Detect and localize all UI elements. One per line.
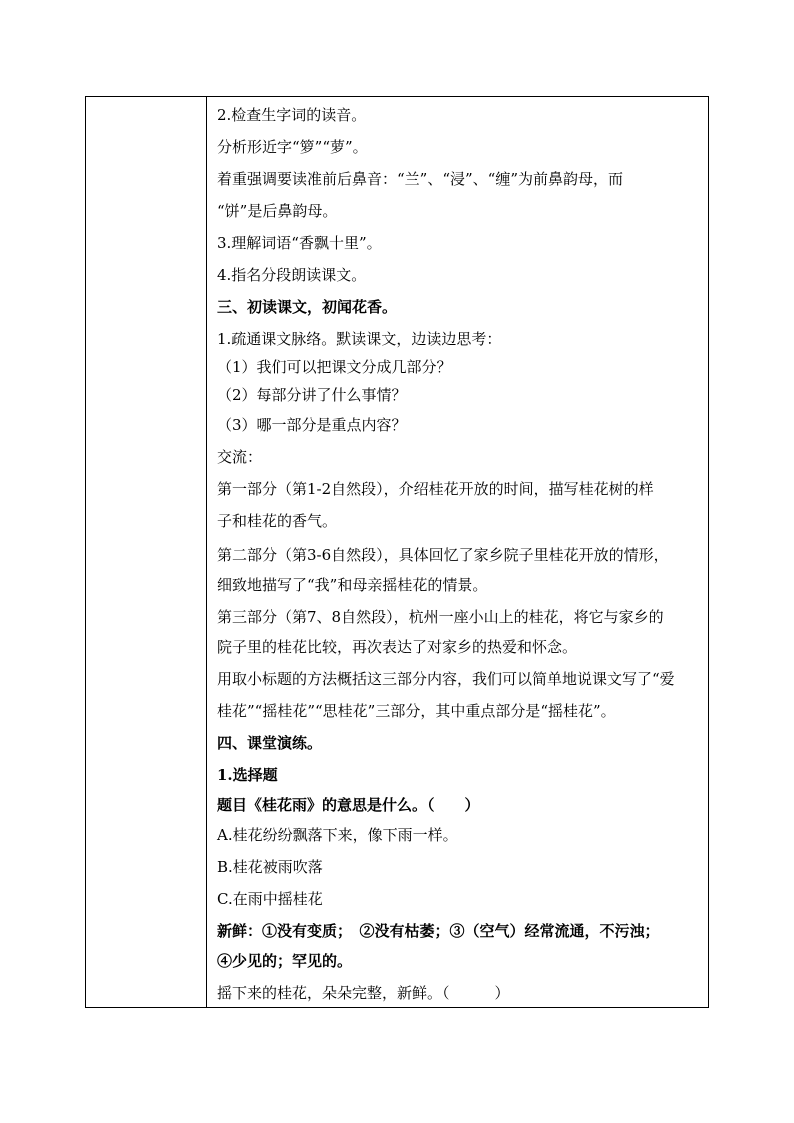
answer-option: A.桂花纷纷飘落下来，像下雨一样。 [217, 826, 458, 844]
text-line: 细致地描写了“我”和母亲摇桂花的情景。 [217, 576, 488, 594]
text-line: 着重强调要读准前后鼻音：“兰”、“浸”、“缠”为前鼻韵母，而 [217, 170, 624, 188]
text-line: 第一部分（第1-2自然段），介绍桂花开放的时间，描写桂花树的样 [217, 480, 654, 498]
left-column-cell [86, 97, 207, 1007]
text-line: “饼”是后鼻韵母。 [217, 202, 338, 220]
text-line: 院子里的桂花比较，再次表达了对家乡的热爱和怀念。 [217, 638, 578, 656]
section-heading: 四、课堂演练。 [217, 734, 323, 752]
text-line: 3.理解词语“香飘十里”。 [217, 234, 382, 252]
text-line: 分析形近字“箩”“萝”。 [217, 138, 368, 156]
definition-line: 新鲜：①没有变质； ②没有枯萎；③（空气）经常流通，不污浊； [217, 922, 660, 940]
right-column-cell [207, 97, 708, 1007]
text-line: （3）哪一部分是重点内容？ [217, 416, 407, 434]
answer-option: C.在雨中摇桂花 [217, 890, 323, 908]
text-line: （2）每部分讲了什么事情？ [217, 386, 407, 404]
text-line: 第二部分（第3-6自然段），具体回忆了家乡院子里桂花开放的情形， [217, 546, 669, 564]
text-line: 交流： [217, 448, 263, 466]
definition-line: ④少见的；罕见的。 [217, 952, 353, 970]
exercise-heading: 1.选择题 [217, 766, 278, 784]
section-heading: 三、初读课文，初闻花香。 [217, 298, 398, 316]
text-line: （1）我们可以把课文分成几部分？ [217, 358, 452, 376]
text-line: 4.指名分段朗读课文。 [217, 266, 367, 284]
text-line: 1.疏通课文脉络。默读课文，边读边思考： [217, 330, 502, 348]
lesson-table [85, 96, 709, 1008]
text-line: 第三部分（第7、8自然段），杭州一座小山上的桂花，将它与家乡的 [217, 608, 664, 626]
question-text: 摇下来的桂花，朵朵完整，新鲜。（ ） [217, 984, 510, 1002]
text-line: 2.检查生字词的读音。 [217, 106, 367, 124]
text-line: 桂花”“摇桂花”“思桂花”三部分，其中重点部分是“摇桂花”。 [217, 702, 616, 720]
question-text: 题目《桂花雨》的意思是什么。（ ） [217, 796, 480, 814]
text-line: 子和桂花的香气。 [217, 512, 338, 530]
text-line: 用取小标题的方法概括这三部分内容，我们可以简单地说课文写了“爱 [217, 670, 675, 688]
answer-option: B.桂花被雨吹落 [217, 858, 323, 876]
